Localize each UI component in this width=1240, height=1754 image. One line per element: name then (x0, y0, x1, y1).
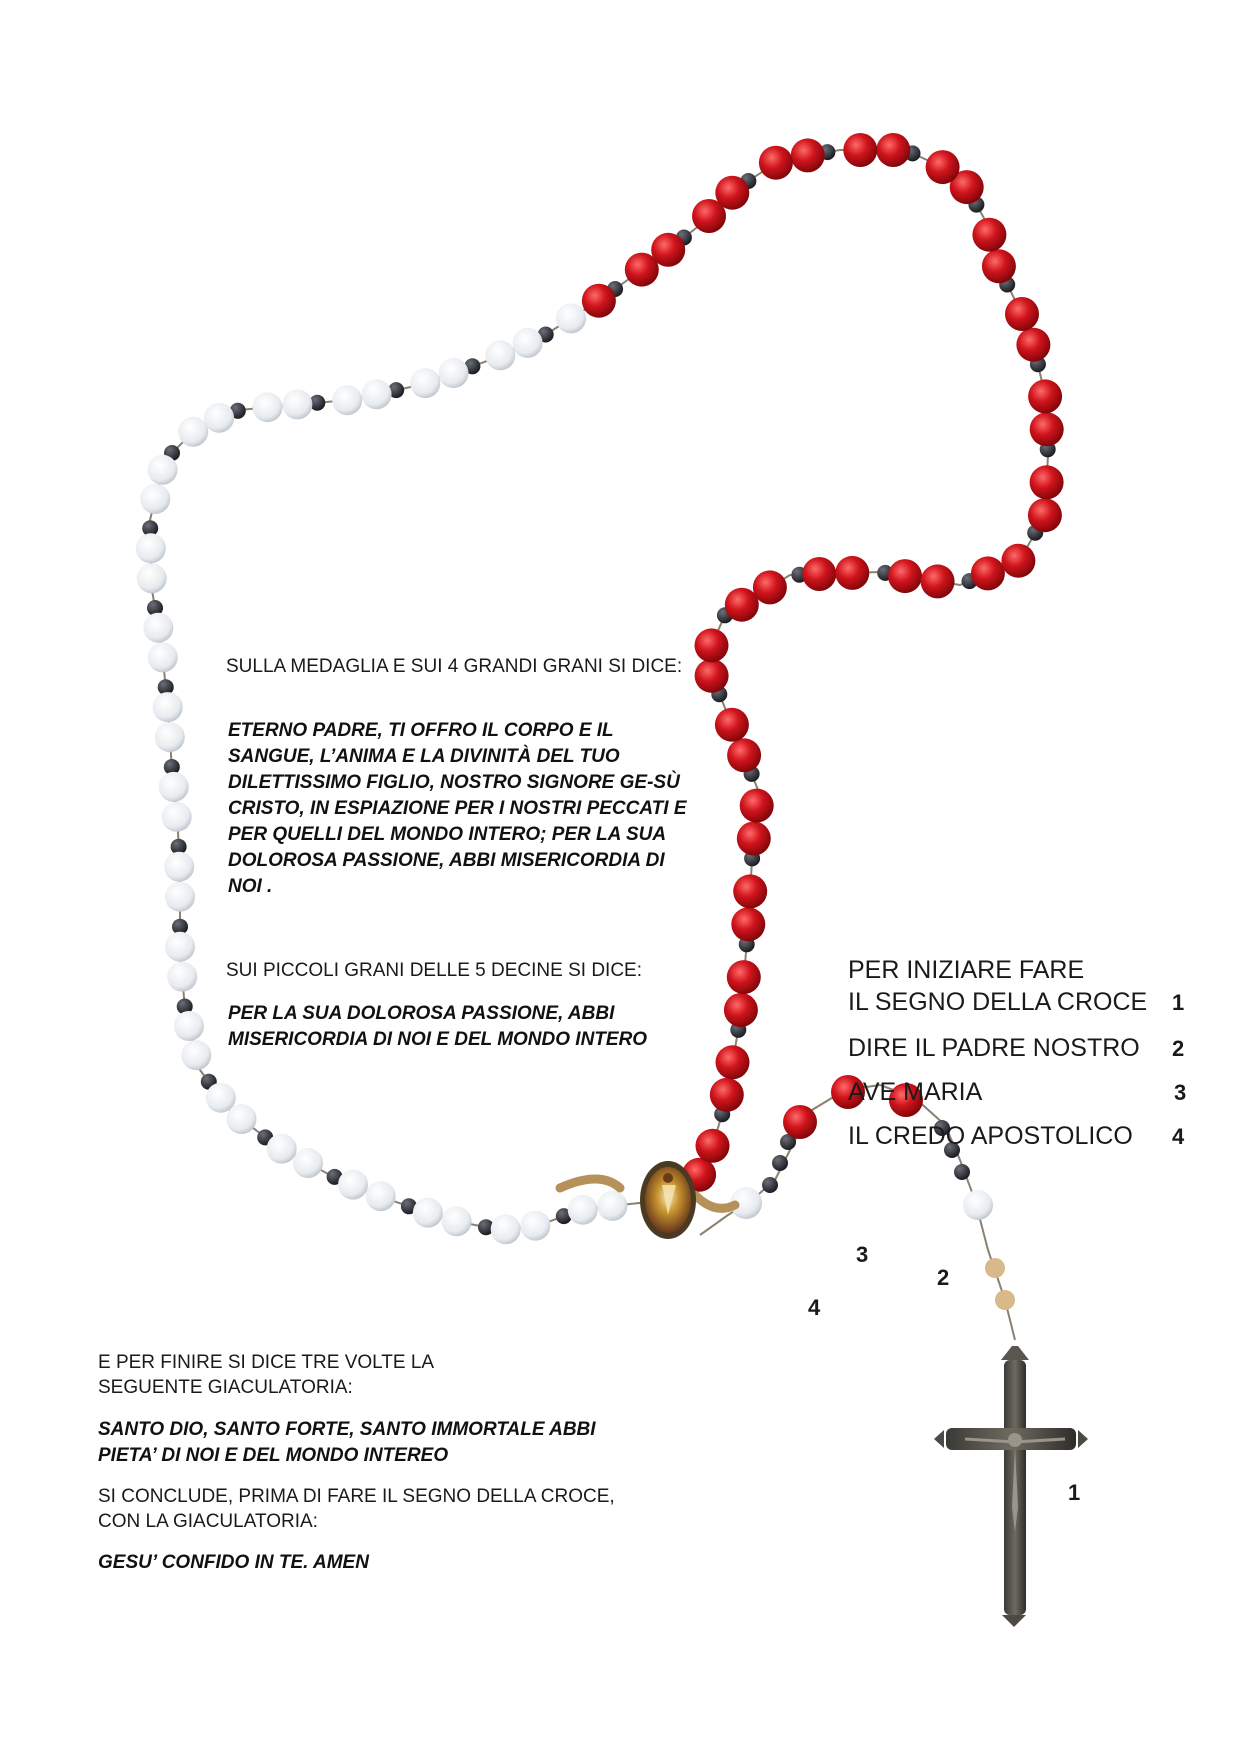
clear-bead (148, 455, 178, 485)
red-bead (710, 1078, 744, 1112)
red-bead (740, 789, 774, 823)
conclusion-label: SI CONCLUDE, PRIMA DI FARE IL SEGNO DELLA CROCE, CON LA GIACULATORIA: (98, 1486, 615, 1532)
clear-bead (165, 932, 195, 962)
red-bead (725, 588, 759, 622)
red-bead (715, 708, 749, 742)
clear-bead (148, 642, 178, 672)
red-bead (727, 738, 761, 772)
clear-bead (413, 1198, 443, 1228)
clear-bead (362, 379, 392, 409)
red-bead (759, 146, 793, 180)
clear-bead (568, 1195, 598, 1225)
red-bead (876, 133, 910, 167)
red-bead (1030, 465, 1064, 499)
red-bead (696, 1129, 730, 1163)
ending-prayer: SANTO DIO, SANTO FORTE, SANTO IMMORTALE ABBI PIETA’ DI NOI E DEL MONDO INTEREO (98, 1419, 596, 1466)
clear-bead (178, 417, 208, 447)
red-bead (1028, 379, 1062, 413)
red-bead (737, 822, 771, 856)
red-bead (695, 659, 729, 693)
decades-label: SUI PICCOLI GRANI DELLE 5 DECINE SI DICE: (226, 960, 642, 981)
red-bead (1005, 297, 1039, 331)
clear-bead (491, 1214, 521, 1244)
clear-bead (153, 692, 183, 722)
clear-bead (963, 1190, 993, 1220)
clear-bead (227, 1104, 257, 1134)
red-bead (692, 199, 726, 233)
red-bead (1030, 412, 1064, 446)
step-label: IL SEGNO DELLA CROCE (848, 988, 1148, 1016)
intro-label: SULLA MEDAGLIA E SUI 4 GRANDI GRANI SI DICE: (226, 656, 683, 677)
clear-bead (162, 802, 192, 832)
clear-bead (439, 358, 469, 388)
clear-bead (181, 1040, 211, 1070)
marker-cross: 1 (1068, 1480, 1081, 1505)
intro-prayer: ETERNO PADRE, TI OFFRO IL CORPO E IL SANGUE, L’ANIMA E LA DIVINITÀ DEL TUO DILETTISSIMO FIGLIO, NOSTRO SIGNORE GE-SÙ CRISTO, IN ESPIAZIONE PER I NOSTRI PECCATI E PER QUELLI DEL MONDO INTERO; PER LA SUA DOLOROSA PASSIONE, ABBI MISERICORDIA DI NOI . (228, 720, 687, 897)
clear-bead (174, 1011, 204, 1041)
red-bead (753, 570, 787, 604)
clear-bead (267, 1134, 297, 1164)
red-bead (971, 556, 1005, 590)
red-bead (802, 557, 836, 591)
clear-bead (597, 1191, 627, 1221)
decades-prayer: PER LA SUA DOLOROSA PASSIONE, ABBI MISERICORDIA DI NOI E DEL MONDO INTERO (228, 1003, 648, 1050)
clear-bead (167, 962, 197, 992)
step-label: DIRE IL PADRE NOSTRO (848, 1034, 1140, 1062)
red-bead (972, 218, 1006, 252)
red-bead (582, 284, 616, 318)
marker-ave-maria: 3 (856, 1242, 869, 1267)
red-bead (783, 1105, 817, 1139)
clear-bead (282, 389, 312, 419)
red-bead (733, 874, 767, 908)
steps-heading: PER INIZIARE FARE (848, 956, 1085, 984)
step-label: AVE MARIA (848, 1078, 983, 1106)
red-bead (724, 993, 758, 1027)
clear-bead (140, 484, 170, 514)
step-number: 4 (1172, 1124, 1185, 1149)
black-bead (762, 1177, 778, 1193)
red-bead (1016, 328, 1050, 362)
clear-bead (410, 368, 440, 398)
knot-bead (985, 1258, 1005, 1278)
red-bead (791, 138, 825, 172)
crucifix (934, 1346, 1088, 1627)
clear-bead (253, 392, 283, 422)
clear-bead (159, 772, 189, 802)
red-bead (835, 556, 869, 590)
marker-credo: 4 (808, 1295, 821, 1320)
step-number: 2 (1172, 1036, 1185, 1061)
red-bead (843, 133, 877, 167)
red-bead (716, 1045, 750, 1079)
conclusion-prayer: GESU’ CONFIDO IN TE. AMEN (98, 1552, 369, 1573)
red-bead (888, 559, 922, 593)
clear-bead (520, 1211, 550, 1241)
ending-label: E PER FINIRE SI DICE TRE VOLTE LA SEGUENTE GIACULATORIA: (98, 1352, 434, 1398)
clear-bead (485, 340, 515, 370)
clear-bead (332, 385, 362, 415)
red-bead (695, 628, 729, 662)
knot-bead (995, 1290, 1015, 1310)
marker-padre-nostro: 2 (937, 1265, 950, 1290)
red-bead (1028, 498, 1062, 532)
clear-bead (137, 563, 167, 593)
step-number: 1 (1172, 990, 1185, 1015)
clear-bead (143, 613, 173, 643)
red-bead (982, 249, 1016, 283)
clear-bead (556, 303, 586, 333)
red-bead (727, 960, 761, 994)
clear-bead (204, 403, 234, 433)
clear-bead (155, 722, 185, 752)
black-bead (772, 1155, 788, 1171)
red-bead (926, 150, 960, 184)
red-bead (731, 907, 765, 941)
clear-bead (164, 852, 194, 882)
clear-bead (136, 533, 166, 563)
clear-bead (338, 1170, 368, 1200)
black-bead (954, 1164, 970, 1180)
red-bead (921, 564, 955, 598)
red-bead (1001, 544, 1035, 578)
step-label: IL CREDO APOSTOLICO (848, 1122, 1133, 1150)
red-bead (625, 253, 659, 287)
step-number: 3 (1174, 1080, 1187, 1105)
clear-bead (513, 328, 543, 358)
clear-bead (165, 882, 195, 912)
clear-bead (442, 1206, 472, 1236)
clear-bead (366, 1181, 396, 1211)
clear-bead (293, 1148, 323, 1178)
